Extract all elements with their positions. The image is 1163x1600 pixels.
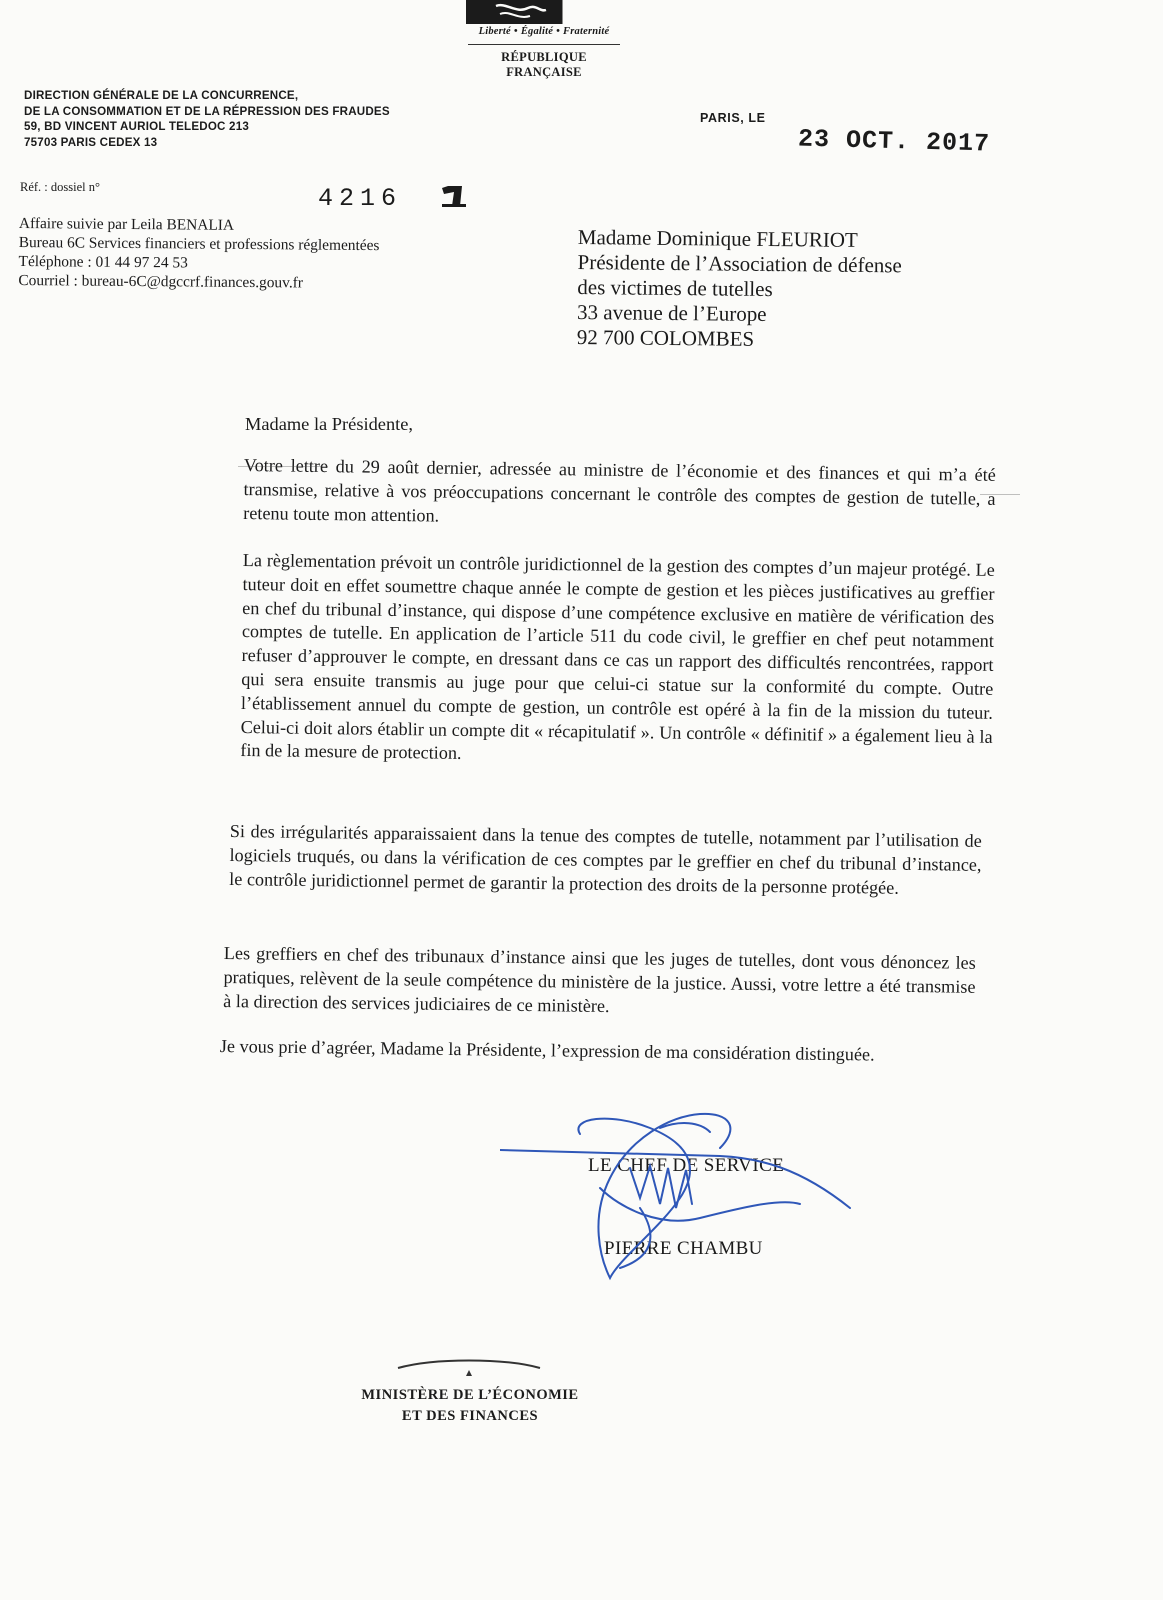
contact-block [18, 214, 449, 294]
date-label: PARIS, LE [700, 111, 766, 125]
sender-line: 59, BD VINCENT AURIOL TELEDOC 213 [24, 120, 249, 133]
sender-line: 75703 PARIS CEDEX 13 [24, 135, 158, 149]
recipient-line: Madame Dominique FLEURIOT [577, 225, 858, 252]
motto-separator: • [513, 26, 518, 37]
recipient-line: 92 700 COLOMBES [576, 324, 755, 351]
marianne-emblem-icon [466, 0, 620, 24]
closing-paragraph: Je vous prie d’agréer, Madame la Présidente, l’expression de ma considération distinguée. [219, 1035, 875, 1065]
motto-separator: • [556, 26, 561, 37]
signatory-name: PIERRE CHAMBU [604, 1238, 763, 1259]
scan-artifact [980, 494, 1020, 495]
reference-number: 4216 [318, 184, 403, 213]
motto-egalite: Égalité [520, 26, 554, 37]
sender-line: DIRECTION GÉNÉRALE DE LA CONCURRENCE, [24, 89, 299, 102]
salutation: Madame la Présidente, [245, 414, 414, 434]
sender-address [24, 88, 444, 150]
handwritten-signature [500, 1108, 880, 1288]
reference-label: Réf. : dossiel n° [20, 180, 100, 194]
recipient-line: Présidente de l’Association de défense [577, 249, 902, 278]
letter-paragraph: Votre lettre du 29 août dernier, adressée au ministre de l’économie et des finances et qui m’a été transmise, relative à vos préoccupations concernant le contrôle des comptes de gestion de tutelle, a retenu toute mon attention. [243, 454, 996, 526]
ministry-line: ET DES FINANCES [401, 1408, 539, 1424]
sender-line: DE LA CONSOMMATION ET DE LA RÉPRESSION DES FRAUDES [24, 104, 390, 118]
signatory-role: LE CHEF DE SERVICE [588, 1155, 785, 1176]
date-stamp: 23 OCT. 2017 [797, 124, 991, 159]
letter-paragraph: La règlementation prévoit un contrôle juridictionnel de la gestion des comptes d’un majeur protégé. Le tuteur doit en effet soumettre chaque année le compte de gestion et les pièces justificatives au greffier en chef du tribunal d’instance, qui dispose d’une compétence exclusive en matière de vérification des comptes de tutelle. En application de l’article 511 du code civil, le greffier en chef peut notamment refuser d’approuver le compte, en dressant dans ce cas un rapport des difficultés rencontrées, rapport qui sera ensuite transmis au juge pour que celui-ci statue sur la conformité du compte. Outre l’établissement annuel du compte de gestion, un contrôle est opéré à la fin de la mission du tuteur. Celui-ci doit alors établir un compte dit « récapitulatif ». Un contrôle « définitif » a également lieu à la fin de la mesure de protection. [240, 549, 995, 764]
recipient-line: des victimes de tutelles [577, 274, 773, 302]
logo-divider [468, 44, 620, 45]
contact-line: Affaire suivie par Leila BENALIA [18, 214, 235, 234]
ministry-emblem-icon [394, 1354, 544, 1376]
recipient-address [577, 225, 978, 354]
stamp-mark-icon [440, 184, 468, 210]
ministry-line: MINISTÈRE DE L’ÉCONOMIE [361, 1387, 579, 1403]
republic-motto [462, 26, 626, 37]
letter-paragraph: Si des irrégularités apparaissaient dans la tenue des comptes de tutelle, notamment par l’utilisation de logiciels truqués, ou dans la vérification de ces comptes par le greffier en chef du tribunal d’instance, le contrôle juridictionnel permet de garantir la protection des droits de la personne protégée. [229, 820, 982, 898]
contact-email: Courriel : bureau-6C@dgccrf.finances.gouv.fr [18, 271, 304, 292]
letter-paragraph: Les greffiers en chef des tribunaux d’instance ainsi que les juges de tutelles, dont vous dénoncez les pratiques, relèvent de la seule compétence du ministère de la justice. Aussi, votre lettre a été transmise à la direction des services judiciaires de ce ministère. [223, 942, 976, 1016]
scan-artifact [238, 466, 328, 467]
motto-liberte: Liberté [478, 26, 511, 37]
republique-francaise-logo [462, 0, 626, 79]
ministry-name [350, 1385, 590, 1427]
republic-name: RÉPUBLIQUE FRANÇAISE [501, 50, 587, 79]
contact-line: Bureau 6C Services financiers et professions réglementées [18, 233, 380, 255]
contact-line: Téléphone : 01 44 97 24 53 [18, 252, 188, 272]
recipient-line: 33 avenue de l’Europe [576, 299, 767, 326]
motto-fraternite: Fraternité [563, 26, 610, 37]
